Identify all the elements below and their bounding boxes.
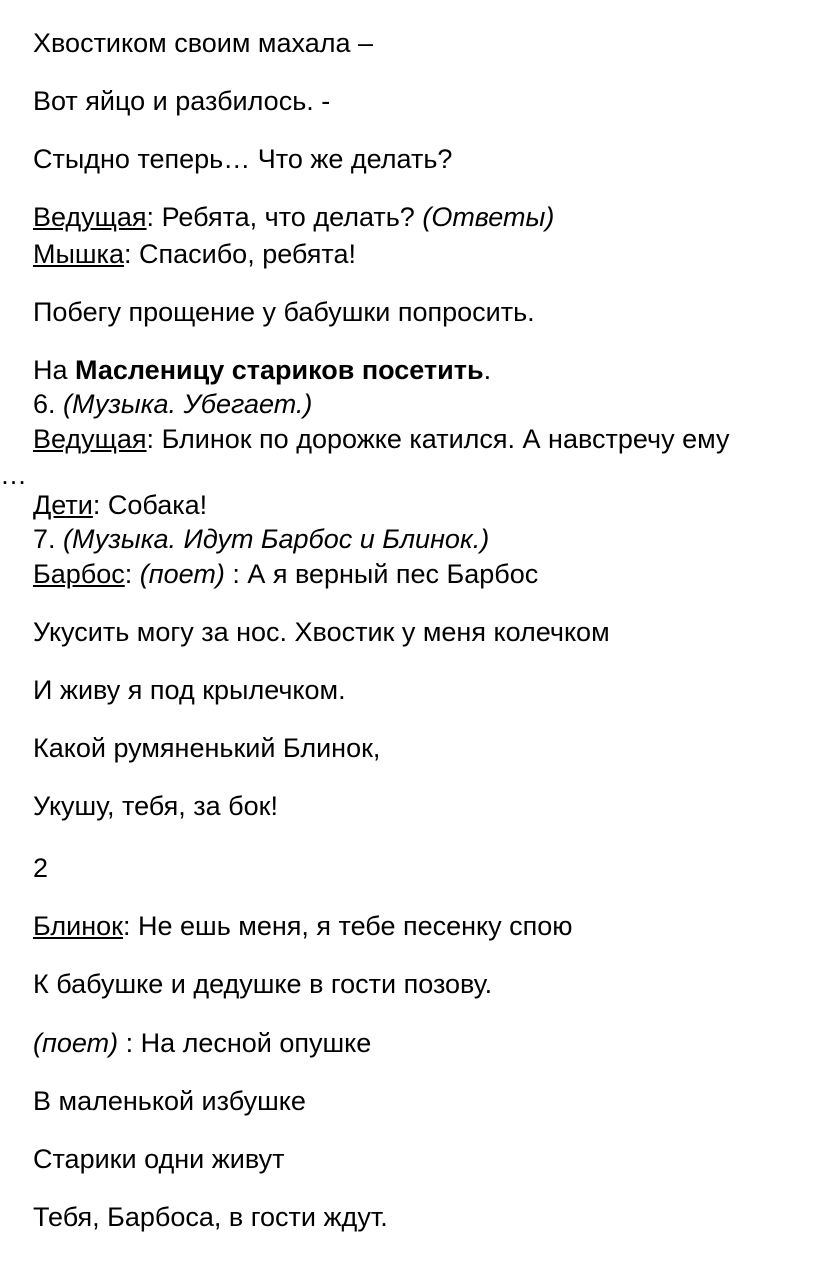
text-line xyxy=(33,355,491,385)
stage-note: (поет) xyxy=(33,1028,119,1058)
text-line xyxy=(33,297,535,327)
dialogue-line xyxy=(33,239,356,269)
speaker-name: Ведущая xyxy=(33,202,147,232)
line-text: Стыдно теперь… Что же делать? xyxy=(33,144,453,174)
line-text: Спасибо, ребята! xyxy=(139,239,357,269)
line-text: Укусить могу за нос. Хвостик у меня колечком xyxy=(33,617,610,647)
line-text: Хвостиком своим махала – xyxy=(33,28,373,58)
stage-note: (поет) xyxy=(139,559,225,589)
speaker-separator: : xyxy=(123,911,139,941)
line-text: Ребята, что делать? xyxy=(161,202,423,232)
text-line xyxy=(33,617,610,647)
line-text: Какой румяненький Блинок, xyxy=(33,733,381,763)
line-text: : На лесной опушке xyxy=(118,1028,372,1058)
ellipsis-text xyxy=(0,460,27,490)
line-text: К бабушке и дедушке в гости позову. xyxy=(33,969,493,999)
bold-text: Масленицу стариков посетить xyxy=(75,355,484,385)
line-text: Собака! xyxy=(107,490,208,520)
item-number: 6. xyxy=(33,389,64,419)
text-line xyxy=(33,28,373,58)
speaker-name: Барбос xyxy=(33,559,125,589)
speaker-separator: : xyxy=(124,559,140,589)
speaker-name: Дети xyxy=(33,490,93,520)
speaker-separator: : xyxy=(123,239,139,269)
line-text: … xyxy=(0,460,27,490)
line-text: 2 xyxy=(33,853,49,883)
line-text: На xyxy=(33,355,76,385)
line-text: Не ешь меня, я тебе песенку спою xyxy=(138,911,573,941)
stage-note: (Ответы) xyxy=(422,202,555,232)
line-text: В маленькой избушке xyxy=(33,1086,306,1116)
stage-direction xyxy=(33,389,312,419)
text-line xyxy=(33,1202,388,1232)
line-text: Блинок по дорожке катился. А навстречу ему xyxy=(161,424,730,454)
text-line xyxy=(33,86,330,116)
dialogue-line xyxy=(33,1028,371,1058)
text-line xyxy=(33,1086,306,1116)
page-number xyxy=(33,853,48,883)
dialogue-line xyxy=(33,911,573,941)
stage-note: (Музыка. Убегает.) xyxy=(63,389,313,419)
text-line xyxy=(33,969,492,999)
line-text: . xyxy=(483,355,492,385)
dialogue-line xyxy=(33,424,729,454)
text-line xyxy=(33,675,346,705)
stage-note: (Музыка. Идут Барбос и Блинок.) xyxy=(63,524,490,554)
speaker-separator: : xyxy=(146,424,162,454)
line-text: И живу я под крылечком. xyxy=(33,675,346,705)
line-text: Тебя, Барбоса, в гости ждут. xyxy=(33,1202,388,1232)
text-line xyxy=(33,733,380,763)
dialogue-line xyxy=(33,559,538,589)
line-text: Побегу прощение у бабушки попросить. xyxy=(33,297,535,327)
line-text: Укушу, тебя, за бок! xyxy=(33,791,278,821)
item-number: 7. xyxy=(33,524,64,554)
dialogue-line xyxy=(33,490,207,520)
speaker-separator: : xyxy=(146,202,162,232)
stage-direction xyxy=(33,524,489,554)
text-line xyxy=(33,144,452,174)
speaker-name: Ведущая xyxy=(33,424,147,454)
speaker-name: Мышка xyxy=(33,239,124,269)
line-text: Старики одни живут xyxy=(33,1144,285,1174)
speaker-separator: : xyxy=(92,490,108,520)
line-text: : А я верный пес Барбос xyxy=(224,559,539,589)
line-text: Вот яйцо и разбилось. - xyxy=(33,86,331,116)
text-line xyxy=(33,791,278,821)
text-line xyxy=(33,1144,285,1174)
speaker-name: Блинок xyxy=(33,911,123,941)
dialogue-line xyxy=(33,202,554,232)
